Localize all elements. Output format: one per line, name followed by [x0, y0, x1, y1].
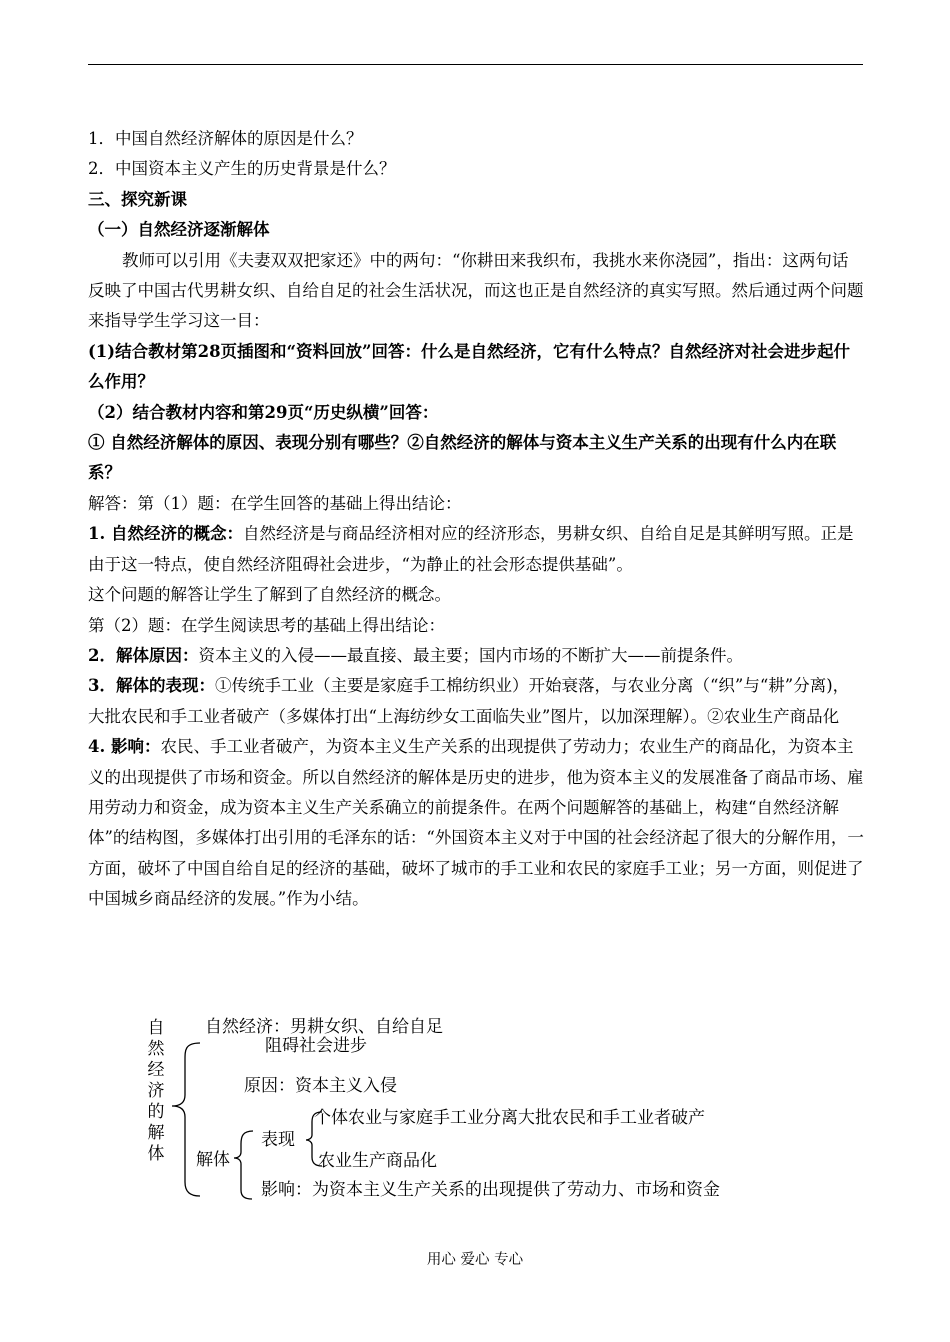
node-manifestation: 表现: [261, 1130, 295, 1150]
conclusion-4-label: 4. 影响：: [88, 737, 161, 757]
conclusion-4-text: 农民、手工业者破产，为资本主义生产关系的出现提供了劳动力；农业生产的商品化，为资本主义的出现提供了市场和资金。所以自然经济的解体是历史的进步，他为资本主义的发展准备了商品市场、雇用劳动力和资金，成为资本主义生产关系确立的前提条件。在两个问题解答的基础上，构建“自然经济解体”的结构图，多媒体打出引用的毛泽东的话：“外国资本主义对于中国的社会经济起了很大的分解作用，一方面，破坏了中国自给自足的经济的基础，破坏了城市的手工业和农民的家庭手工业；另一方面，则促进了中国城乡商品经济的发展。”作为小结。: [88, 737, 864, 909]
header-rule: [88, 64, 863, 65]
task-2: （2）结合教材内容和第29页“历史纵横”回答：: [88, 402, 439, 422]
node-natural-economy: 自然经济：男耕女织、自给自足: [205, 1017, 443, 1037]
node-cause: 原因：资本主义入侵: [244, 1076, 397, 1096]
conclusion-1-label: 1. 自然经济的概念：: [88, 524, 243, 544]
task-1: (1)结合教材第28页插图和“资料回放”回答：什么是自然经济，它有什么特点？自然经济对社会进步起什么作用？: [88, 341, 851, 392]
page-footer: 用心 爱心 专心: [426, 1252, 524, 1268]
conclusion-2-label: 2．解体原因：: [88, 645, 199, 665]
conclusion-3: [88, 671, 864, 732]
conclusion-3-text: ①传统手工业（主要是家庭手工棉纺织业）开始衰落，与农业分离（“织”与“耕”分离)，大批农民和手工业者破产（多媒体打出“上海纺纱女工面临失业”图片，以加深理解）。②农业生产商品化: [88, 676, 850, 726]
intro-paragraph: 教师可以引用《夫妻双双把家还》中的两句：“你耕田来我织布，我挑水来你浇园”，指出：这两句话反映了中国古代男耕女织、自给自足的社会生活状况，而这也正是自然经济的真实写照。然后通过两个问题来指导学生学习这一目：: [88, 250, 864, 331]
conclusion-1-note: 这个问题的解答让学生了解到了自然经济的概念。: [88, 585, 451, 605]
answer-1-intro: 解答：第（1）题：在学生回答的基础上得出结论：: [88, 493, 462, 513]
node-separation: 个体农业与家庭手工业分离大批农民和手工业者破产: [314, 1108, 705, 1128]
conclusion-1-text: 自然经济是与商品经济相对应的经济形态，男耕女织、自给自足是其鲜明写照。正是由于这一特点，使自然经济阻碍社会进步，“为静止的社会形态提供基础”。: [88, 524, 854, 574]
node-dissolution: 解体: [196, 1150, 230, 1170]
document-body: [88, 124, 864, 915]
conclusion-1: [88, 519, 864, 580]
conclusion-3-label: 3．解体的表现：: [88, 676, 215, 696]
diagram-root-label: 自然经济的解体: [147, 1018, 165, 1164]
section-heading: 三、探究新课: [88, 189, 187, 209]
question-1: 1．中国自然经济解体的原因是什么？: [88, 129, 363, 148]
node-influence: 影响：为资本主义生产关系的出现提供了劳动力、市场和资金: [261, 1180, 720, 1200]
subsection-heading: （一）自然经济逐渐解体: [88, 220, 270, 240]
conclusion-4: [88, 732, 864, 914]
conclusion-2: [88, 641, 864, 671]
answer-2-intro: 第（2）题：在学生阅读思考的基础上得出结论：: [88, 615, 445, 635]
task-2-questions: ① 自然经济解体的原因、表现分别有哪些？②自然经济的解体与资本主义生产关系的出现有什么内在联系？: [88, 433, 837, 483]
node-hinder-progress: 阻碍社会进步: [265, 1036, 367, 1056]
node-commercialization: 农业生产商品化: [318, 1151, 437, 1171]
question-2: 2．中国资本主义产生的历史背景是什么？: [88, 159, 396, 179]
conclusion-2-text: 资本主义的入侵——最直接、最主要；国内市场的不断扩大——前提条件。: [198, 645, 743, 665]
